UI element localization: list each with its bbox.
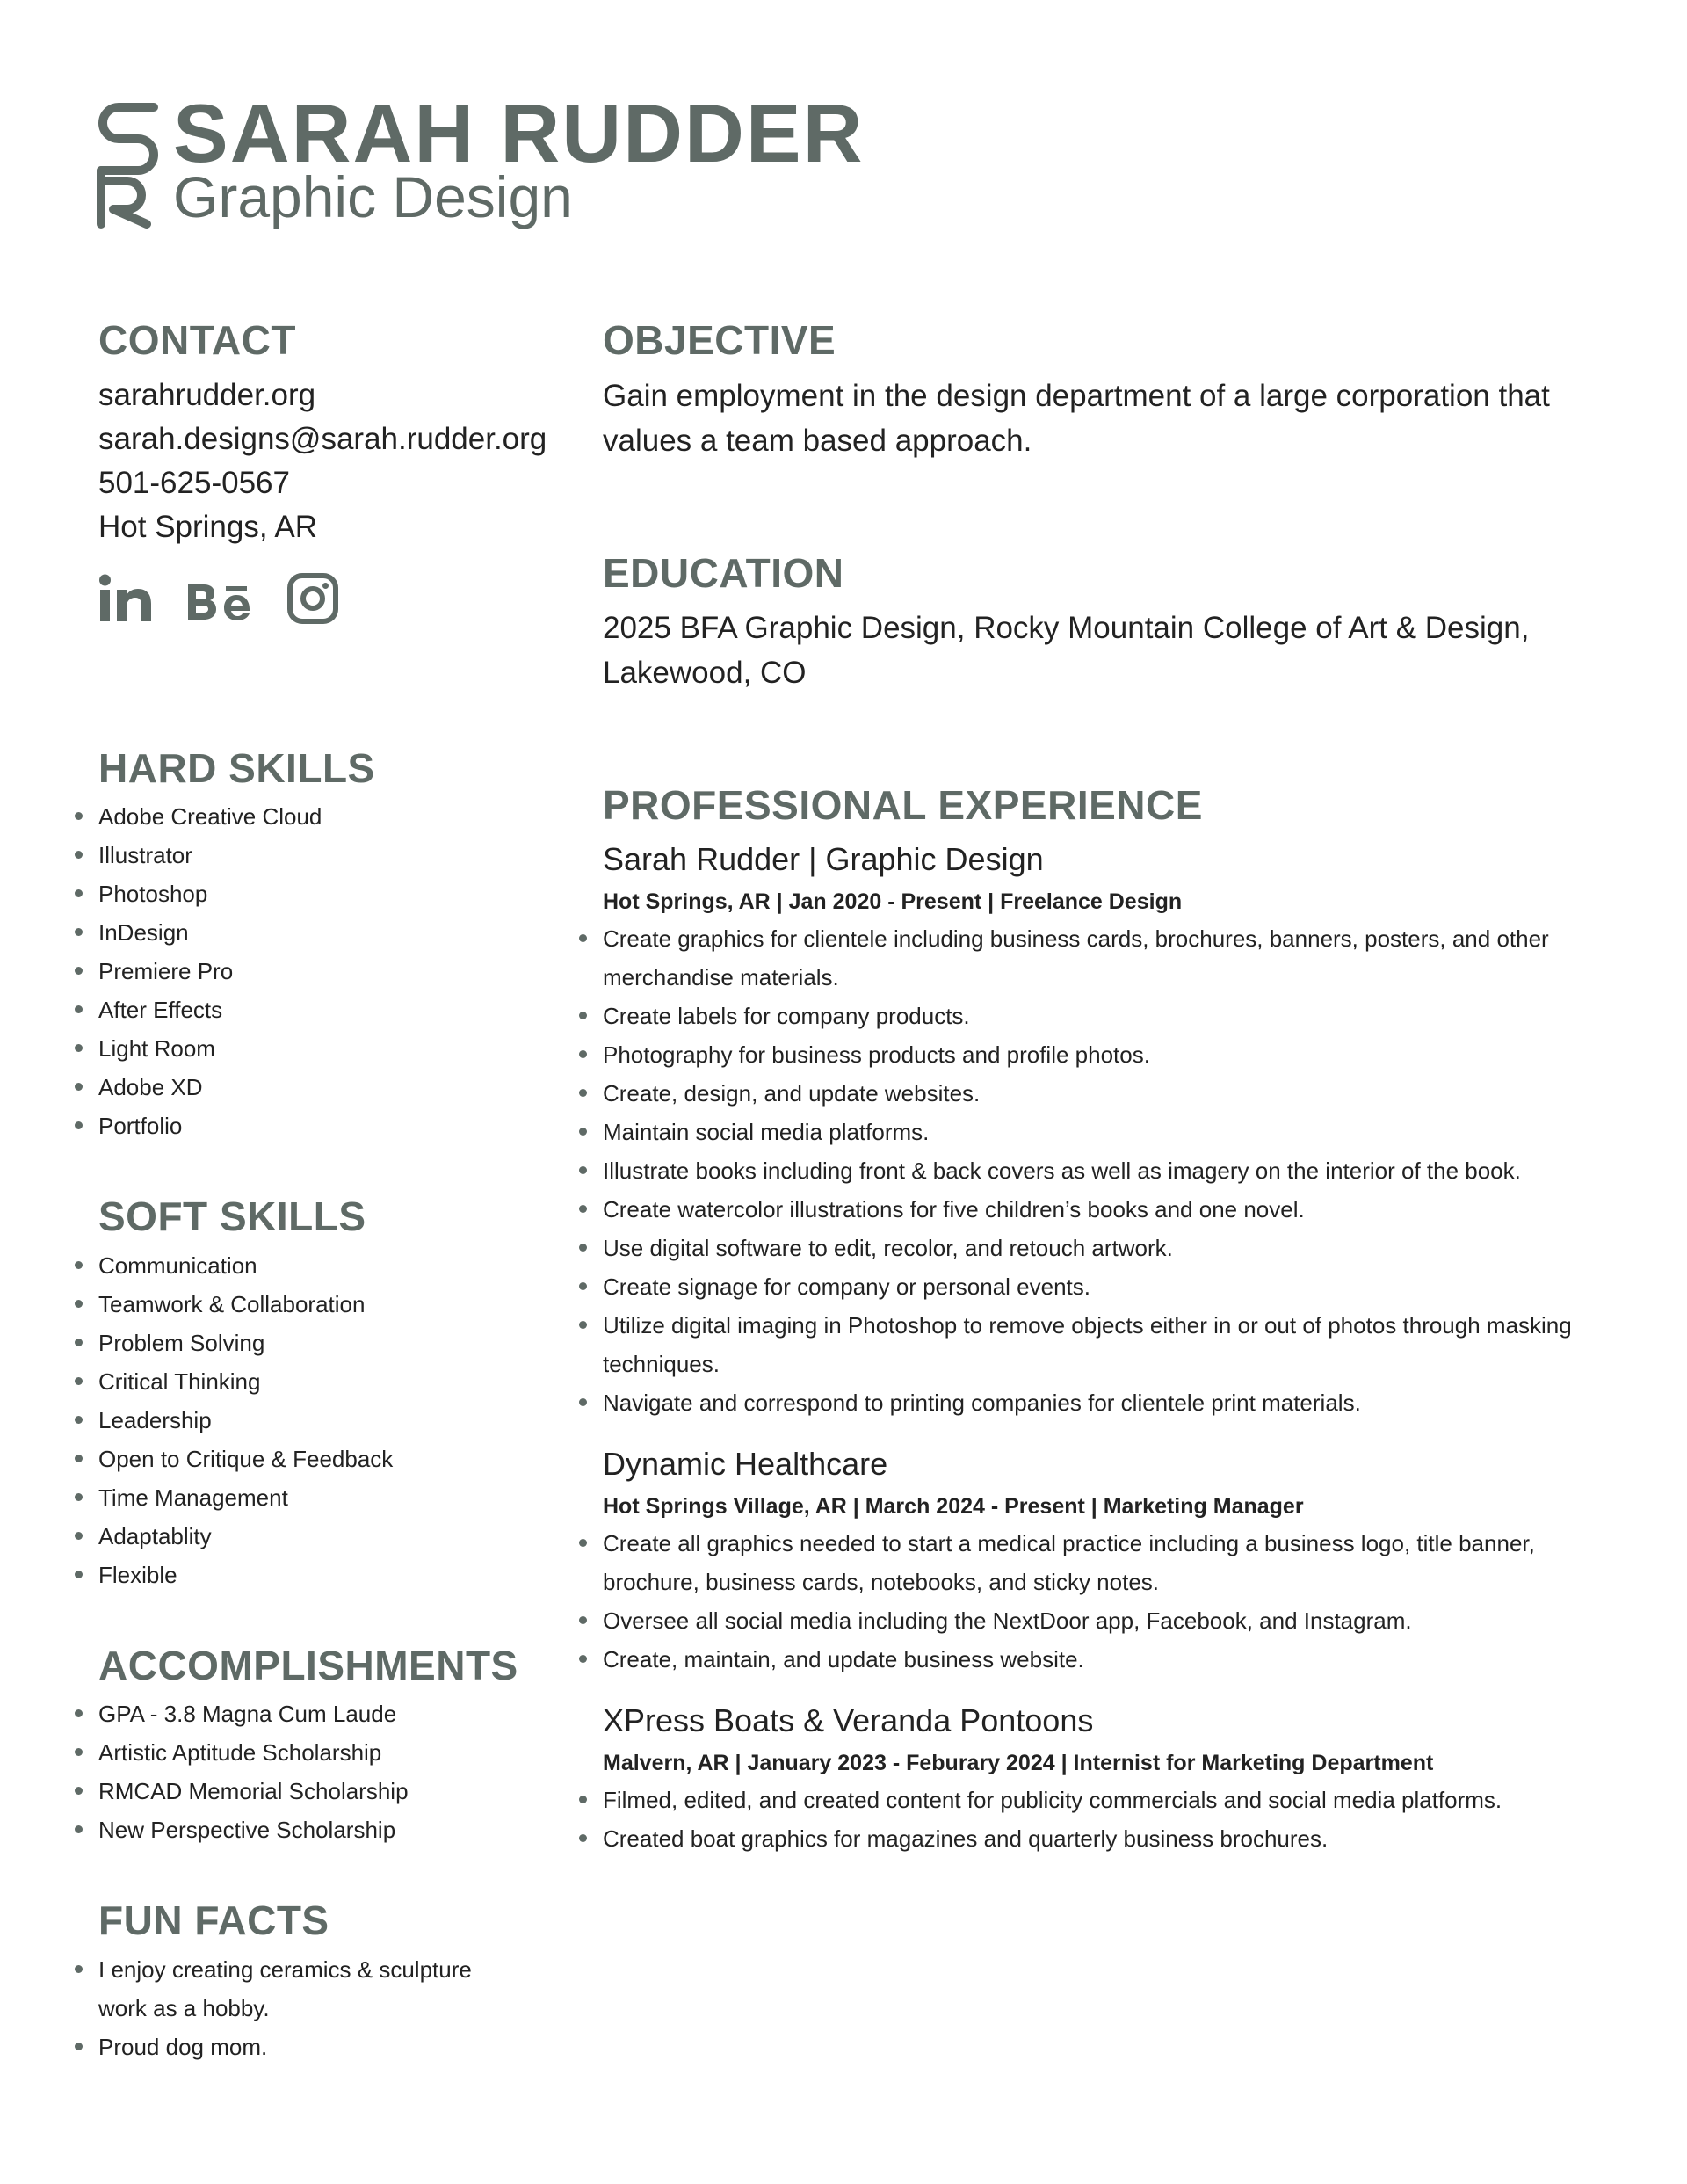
list-item: Oversee all social media including the NextDoor app, Facebook, and Instagram. [603, 1601, 1578, 1640]
social-links [98, 563, 573, 634]
education-text: 2025 BFA Graphic Design, Rocky Mountain College of Art & Design, Lakewood, CO [603, 611, 1530, 691]
list-item: Illustrate books including front & back covers as well as imagery on the interior of the book. [603, 1151, 1578, 1190]
contact-heading: CONTACT [98, 317, 296, 363]
contact-phone: 501-625-0567 [98, 465, 290, 500]
list-item: Filmed, edited, and created content for publicity commercials and social media platforms. [603, 1781, 1578, 1819]
list-item: Critical Thinking [98, 1362, 573, 1401]
job-bullets [603, 1524, 1578, 1679]
list-item: Adobe Creative Cloud [98, 797, 573, 836]
list-item: Create signage for company or personal events. [603, 1267, 1578, 1306]
list-item: Leadership [98, 1401, 573, 1440]
job-title: Sarah Rudder | Graphic Design [603, 840, 1044, 877]
list-item: Navigate and correspond to printing companies for clientele print materials. [603, 1383, 1578, 1422]
list-item: Adaptablity [98, 1517, 573, 1556]
education-heading: EDUCATION [603, 549, 844, 596]
list-item: Maintain social media platforms. [603, 1113, 1578, 1151]
list-item: Create watercolor illustrations for five children’s books and one novel. [603, 1190, 1578, 1229]
objective-text: Gain employment in the design department of a large corporation that values a team based approach. [603, 378, 1550, 458]
job-bullets [603, 919, 1578, 1422]
list-item: Created boat graphics for magazines and quarterly business brochures. [603, 1819, 1578, 1858]
experience-heading: PROFESSIONAL EXPERIENCE [603, 782, 1203, 829]
fun-facts-list [98, 1950, 494, 2066]
list-item: Create, design, and update websites. [603, 1074, 1578, 1113]
job-meta: Malvern, AR | January 2023 - Feburary 2024 | Internist for Marketing Department [603, 1750, 1434, 1775]
instagram-icon[interactable] [286, 572, 339, 625]
applicant-name: SARAH RUDDER [173, 87, 865, 179]
list-item: Communication [98, 1246, 573, 1285]
list-item: Create, maintain, and update business website. [603, 1640, 1578, 1679]
job-entry [603, 838, 1613, 1422]
list-item: After Effects [98, 990, 573, 1029]
list-item: New Perspective Scholarship [98, 1810, 573, 1849]
list-item: Flexible [98, 1556, 573, 1594]
fun-facts-heading: FUN FACTS [98, 1897, 329, 1944]
list-item: Proud dog mom. [98, 2028, 494, 2066]
list-item: Create all graphics needed to start a medical practice including a business logo, title banner, brochure, business cards, notebooks, and sticky notes. [603, 1524, 1578, 1601]
objective-section [603, 318, 1613, 463]
education-section [603, 551, 1613, 696]
list-item: Problem Solving [98, 1324, 573, 1362]
accomplishments-list [98, 1694, 573, 1849]
contact-section [98, 318, 573, 634]
list-item: Time Management [98, 1478, 573, 1517]
contact-location: Hot Springs, AR [98, 509, 317, 544]
list-item: Use digital software to edit, recolor, and retouch artwork. [603, 1229, 1578, 1267]
list-item: Photoshop [98, 874, 573, 913]
behance-icon[interactable] [186, 576, 253, 621]
job-bullets [603, 1781, 1578, 1858]
linkedin-icon[interactable] [98, 574, 153, 623]
applicant-title: Graphic Design [173, 164, 573, 229]
hard-skills-heading: HARD SKILLS [98, 744, 375, 791]
list-item: Light Room [98, 1029, 573, 1068]
list-item: Artistic Aptitude Scholarship [98, 1733, 573, 1772]
left-column [98, 318, 573, 2066]
sr-monogram-logo [92, 97, 163, 229]
list-item: Utilize digital imaging in Photoshop to remove objects either in or out of photos through masking techniques. [603, 1306, 1578, 1383]
job-meta: Hot Springs Village, AR | March 2024 - Present | Marketing Manager [603, 1493, 1304, 1519]
list-item: Create labels for company products. [603, 997, 1578, 1035]
soft-skills-heading: SOFT SKILLS [98, 1194, 366, 1240]
list-item: Adobe XD [98, 1068, 573, 1107]
list-item: I enjoy creating ceramics & sculpture work as a hobby. [98, 1950, 494, 2028]
list-item: Create graphics for clientele including business cards, brochures, banners, posters, and other merchandise materials. [603, 919, 1578, 997]
accomplishments-heading: ACCOMPLISHMENTS [98, 1642, 518, 1688]
list-item: GPA - 3.8 Magna Cum Laude [98, 1694, 573, 1733]
hard-skills-section [98, 746, 573, 1146]
job-entry [603, 1443, 1613, 1679]
soft-skills-section [98, 1194, 573, 1594]
soft-skills-list [98, 1246, 573, 1594]
list-item: Illustrator [98, 836, 573, 874]
experience-section [603, 783, 1613, 1858]
job-title: Dynamic Healthcare [603, 1445, 888, 1482]
list-item: RMCAD Memorial Scholarship [98, 1772, 573, 1810]
right-column [603, 318, 1613, 1858]
hard-skills-list [98, 797, 573, 1145]
list-item: Teamwork & Collaboration [98, 1285, 573, 1324]
list-item: Photography for business products and profile photos. [603, 1035, 1578, 1074]
job-title: XPress Boats & Veranda Pontoons [603, 1701, 1094, 1738]
list-item: Portfolio [98, 1107, 573, 1145]
list-item: Open to Critique & Feedback [98, 1440, 573, 1478]
fun-facts-section [98, 1898, 573, 2066]
job-meta: Hot Springs, AR | Jan 2020 - Present | Freelance Design [603, 889, 1183, 914]
accomplishments-section [98, 1643, 573, 1850]
contact-website[interactable]: sarahrudder.org [98, 377, 316, 412]
objective-heading: OBJECTIVE [603, 317, 836, 363]
list-item: InDesign [98, 913, 573, 952]
resume-header [92, 87, 883, 237]
list-item: Premiere Pro [98, 952, 573, 990]
contact-email[interactable]: sarah.designs@sarah.rudder.org [98, 421, 547, 456]
job-entry [603, 1700, 1613, 1858]
